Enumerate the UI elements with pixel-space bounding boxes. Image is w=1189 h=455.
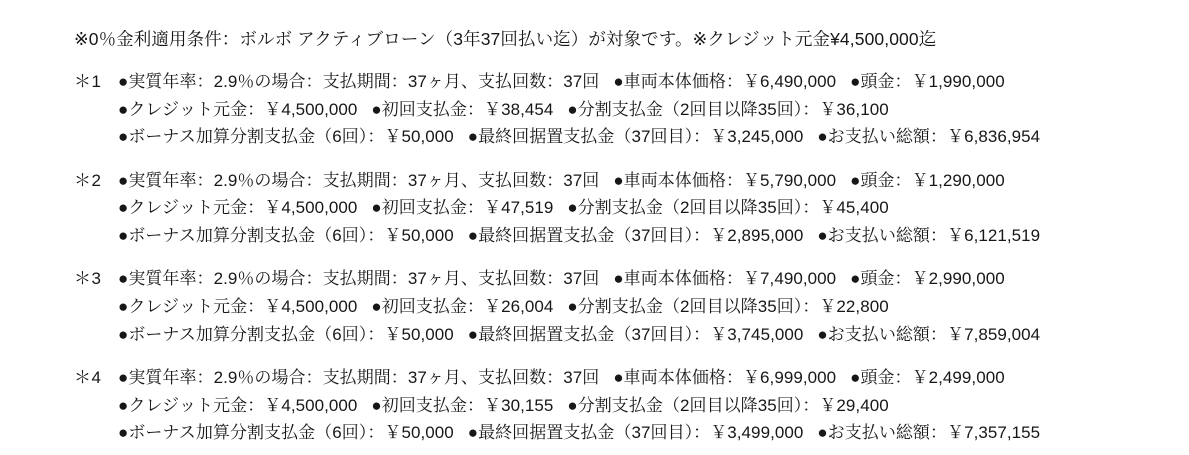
loan-note-2 — [74, 167, 1149, 250]
note-segment: ●分割支払金（2回目以降35回）：￥36,100 — [567, 99, 889, 119]
note-segment: ●クレジット元金：￥4,500,000 — [118, 395, 358, 415]
note-segment: ●お支払い総額：￥6,836,954 — [817, 127, 1041, 147]
note-segment: ●実質年率：2.9％の場合：支払期間：37ヶ月、支払回数：37回 — [118, 72, 600, 92]
loan-note-3 — [74, 265, 1149, 348]
note-segment: ●車両本体価格：￥5,790,000 — [613, 170, 837, 190]
note-line — [118, 96, 1149, 124]
note-segment: ●ボーナス加算分割支払金（6回）：￥50,000 — [118, 324, 454, 344]
note-line — [118, 68, 1149, 96]
note-segment: ●クレジット元金：￥4,500,000 — [118, 198, 358, 218]
note-segment: ●クレジット元金：￥4,500,000 — [118, 99, 358, 119]
note-segment: ●分割支払金（2回目以降35回）：￥29,400 — [567, 395, 889, 415]
note-segment: ●頭金：￥1,990,000 — [850, 72, 1005, 92]
note-line — [118, 123, 1149, 151]
note-line — [118, 293, 1149, 321]
note-segment: ●車両本体価格：￥6,999,000 — [613, 368, 837, 388]
note-segment: ●最終回据置支払金（37回目）：￥2,895,000 — [467, 225, 804, 245]
note-segment: ●頭金：￥1,290,000 — [850, 170, 1005, 190]
note-line — [118, 321, 1149, 349]
note-marker: ＊4 — [74, 368, 102, 388]
note-line — [118, 392, 1149, 420]
note-segment: ●お支払い総額：￥6,121,519 — [817, 225, 1041, 245]
note-lines — [118, 265, 1149, 348]
note-line — [118, 419, 1149, 447]
note-segment: ●最終回据置支払金（37回目）：￥3,245,000 — [467, 127, 804, 147]
note-segment: ●ボーナス加算分割支払金（6回）：￥50,000 — [118, 423, 454, 443]
note-lines — [118, 68, 1149, 151]
note-segment: ●実質年率：2.9％の場合：支払期間：37ヶ月、支払回数：37回 — [118, 269, 600, 289]
note-line — [118, 194, 1149, 222]
note-line — [118, 222, 1149, 250]
note-segment: ●初回支払金：￥38,454 — [371, 99, 554, 119]
note-segment: ●分割支払金（2回目以降35回）：￥22,800 — [567, 296, 889, 316]
note-segment: ●初回支払金：￥26,004 — [371, 296, 554, 316]
note-segment: ●最終回据置支払金（37回目）：￥3,745,000 — [467, 324, 804, 344]
note-marker: ＊3 — [74, 269, 102, 289]
note-segment: ●実質年率：2.9％の場合：支払期間：37ヶ月、支払回数：37回 — [118, 170, 600, 190]
note-lines — [118, 364, 1149, 447]
note-segment: ●ボーナス加算分割支払金（6回）：￥50,000 — [118, 225, 454, 245]
loan-note-1 — [74, 68, 1149, 151]
note-segment: ●最終回据置支払金（37回目）：￥3,499,000 — [467, 423, 804, 443]
note-segment: ●実質年率：2.9％の場合：支払期間：37ヶ月、支払回数：37回 — [118, 368, 600, 388]
note-line — [118, 364, 1149, 392]
note-segment: ●ボーナス加算分割支払金（6回）：￥50,000 — [118, 127, 454, 147]
page-title: ※0％金利適用条件：ボルボ アクティブローン（3年37回払い迄）が対象です。※クレジット元金¥4,500,000迄 — [74, 29, 937, 49]
note-marker: ＊1 — [74, 72, 102, 92]
note-segment: ●分割支払金（2回目以降35回）：￥45,400 — [567, 198, 889, 218]
note-segment: ●クレジット元金：￥4,500,000 — [118, 296, 358, 316]
note-marker: ＊2 — [74, 170, 102, 190]
note-line — [118, 265, 1149, 293]
note-lines — [118, 167, 1149, 250]
note-segment: ●車両本体価格：￥7,490,000 — [613, 269, 837, 289]
note-segment: ●初回支払金：￥30,155 — [371, 395, 554, 415]
note-segment: ●初回支払金：￥47,519 — [371, 198, 554, 218]
note-segment: ●お支払い総額：￥7,859,004 — [817, 324, 1041, 344]
loan-note-4 — [74, 364, 1149, 447]
note-segment: ●お支払い総額：￥7,357,155 — [817, 423, 1041, 443]
note-segment: ●車両本体価格：￥6,490,000 — [613, 72, 837, 92]
note-segment: ●頭金：￥2,990,000 — [850, 269, 1005, 289]
note-segment: ●頭金：￥2,499,000 — [850, 368, 1005, 388]
note-line — [118, 167, 1149, 195]
